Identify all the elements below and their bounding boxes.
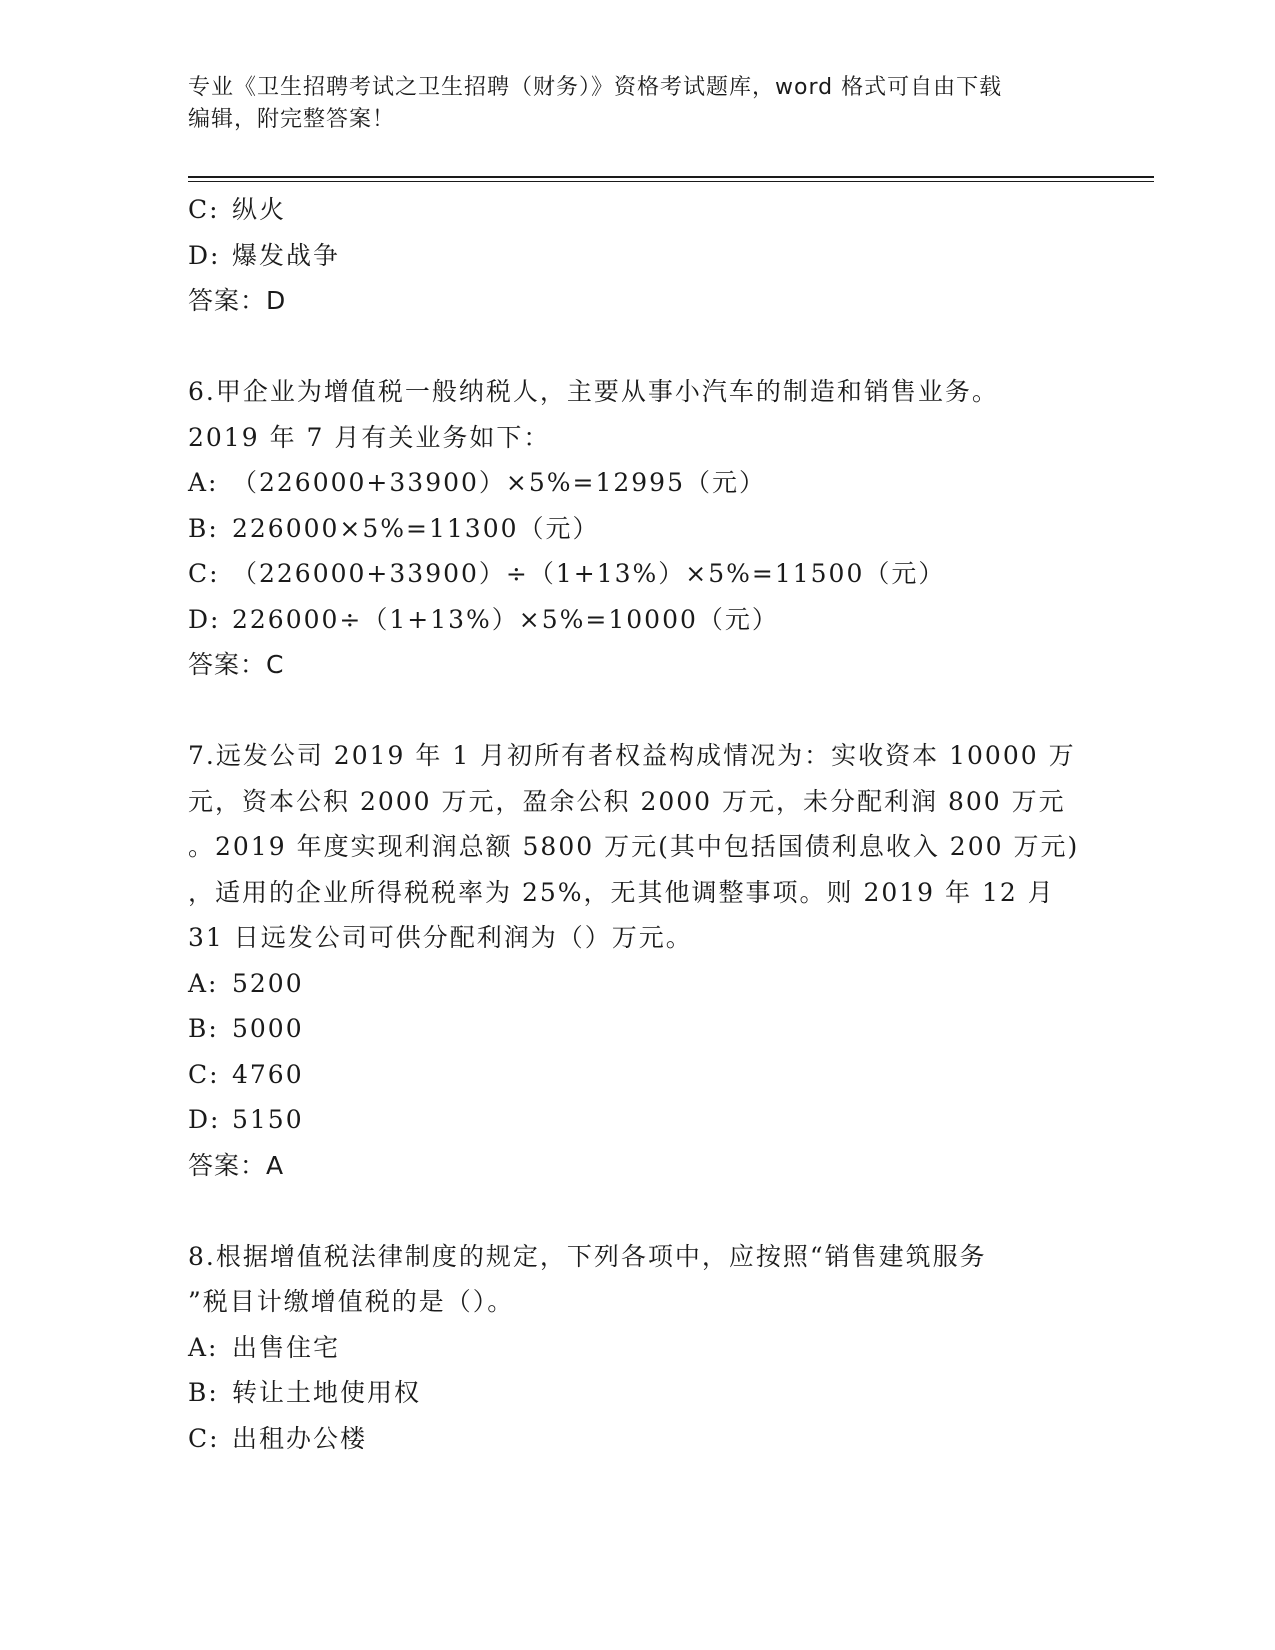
question-stem-line: 31 日远发公司可供分配利润为（）万元。 — [188, 923, 693, 952]
option-d — [188, 1097, 1088, 1143]
question-8 — [188, 1234, 1088, 1462]
spacer — [188, 688, 1088, 734]
option-key: A: — [188, 968, 219, 998]
answer-line: 答案：C — [188, 650, 285, 679]
option-b — [188, 1370, 1088, 1416]
spacer — [188, 1188, 1088, 1234]
option-c — [188, 1416, 1088, 1462]
option-key: B: — [188, 1378, 219, 1407]
question-stem-line: 8.根据增值税法律制度的规定，下列各项中，应按照“销售建筑服务 — [188, 1241, 987, 1271]
option-b — [188, 1006, 1088, 1052]
option-key: D: — [188, 604, 221, 634]
option-text: 5200 — [232, 968, 304, 998]
option-key: D: — [188, 1105, 221, 1134]
option-c — [188, 187, 1088, 233]
question-7 — [188, 733, 1088, 1188]
question-stem-line: ，适用的企业所得税税率为 25%，无其他调整事项。则 2019 年 12 月 — [188, 877, 1055, 907]
option-a — [188, 460, 1088, 506]
option-text: 226000÷（1+13%）×5%=10000（元） — [232, 604, 779, 634]
option-text: 爆发战争 — [232, 240, 341, 270]
option-text: 出售住宅 — [232, 1332, 341, 1362]
option-key: C: — [188, 1423, 220, 1453]
header-line-2: 编辑，附完整答案！ — [188, 107, 396, 132]
option-key: C: — [188, 195, 220, 224]
option-text: （226000+33900）×5%=12995（元） — [232, 468, 766, 497]
header-line-1: 专业《卫生招聘考试之卫生招聘（财务）》资格考试题库，word 格式可自由下载 — [188, 75, 1003, 100]
option-text: （226000+33900）÷（1+13%）×5%=11500（元） — [232, 559, 946, 588]
option-key: D: — [188, 240, 221, 270]
question-stem-line: ”税目计缴增值税的是（）。 — [188, 1287, 515, 1316]
option-key: C: — [188, 559, 220, 588]
option-a — [188, 961, 1088, 1007]
answer-line: 答案：D — [188, 286, 287, 315]
option-key: B: — [188, 1014, 219, 1043]
question-stem-line: 。2019 年度实现利润总额 5800 万元(其中包括国债利息收入 200 万元) — [188, 832, 1080, 861]
option-text: 226000×5%=11300（元） — [232, 513, 600, 543]
option-text: 4760 — [232, 1059, 304, 1089]
option-key: B: — [188, 513, 219, 543]
answer-line: 答案：A — [188, 1150, 285, 1180]
option-text: 转让土地使用权 — [232, 1378, 422, 1407]
option-b — [188, 506, 1088, 552]
option-text: 5150 — [232, 1105, 304, 1134]
option-text: 纵火 — [232, 195, 287, 224]
option-c — [188, 551, 1088, 597]
question-5 — [188, 187, 1088, 324]
question-stem-line: 2019 年 7 月有关业务如下： — [188, 422, 551, 452]
option-d — [188, 233, 1088, 279]
document-header — [188, 72, 1088, 136]
question-stem-line: 元，资本公积 2000 万元，盈余公积 2000 万元，未分配利润 800 万元 — [188, 786, 1066, 816]
spacer — [188, 324, 1088, 370]
header-rule-thin — [188, 181, 1154, 182]
option-c — [188, 1052, 1088, 1098]
option-text: 5000 — [232, 1014, 304, 1043]
document-body — [188, 187, 1088, 1461]
option-a — [188, 1325, 1088, 1371]
option-d — [188, 597, 1088, 643]
option-key: A: — [188, 468, 219, 497]
option-text: 出租办公楼 — [232, 1423, 368, 1453]
header-rule-thick — [188, 176, 1154, 178]
question-stem-line: 7.远发公司 2019 年 1 月初所有者权益构成情况为：实收资本 10000 万 — [188, 741, 1076, 770]
question-stem-line: 6.甲企业为增值税一般纳税人，主要从事小汽车的制造和销售业务。 — [188, 377, 999, 406]
question-6 — [188, 369, 1088, 688]
option-key: C: — [188, 1059, 220, 1089]
option-key: A: — [188, 1332, 219, 1362]
